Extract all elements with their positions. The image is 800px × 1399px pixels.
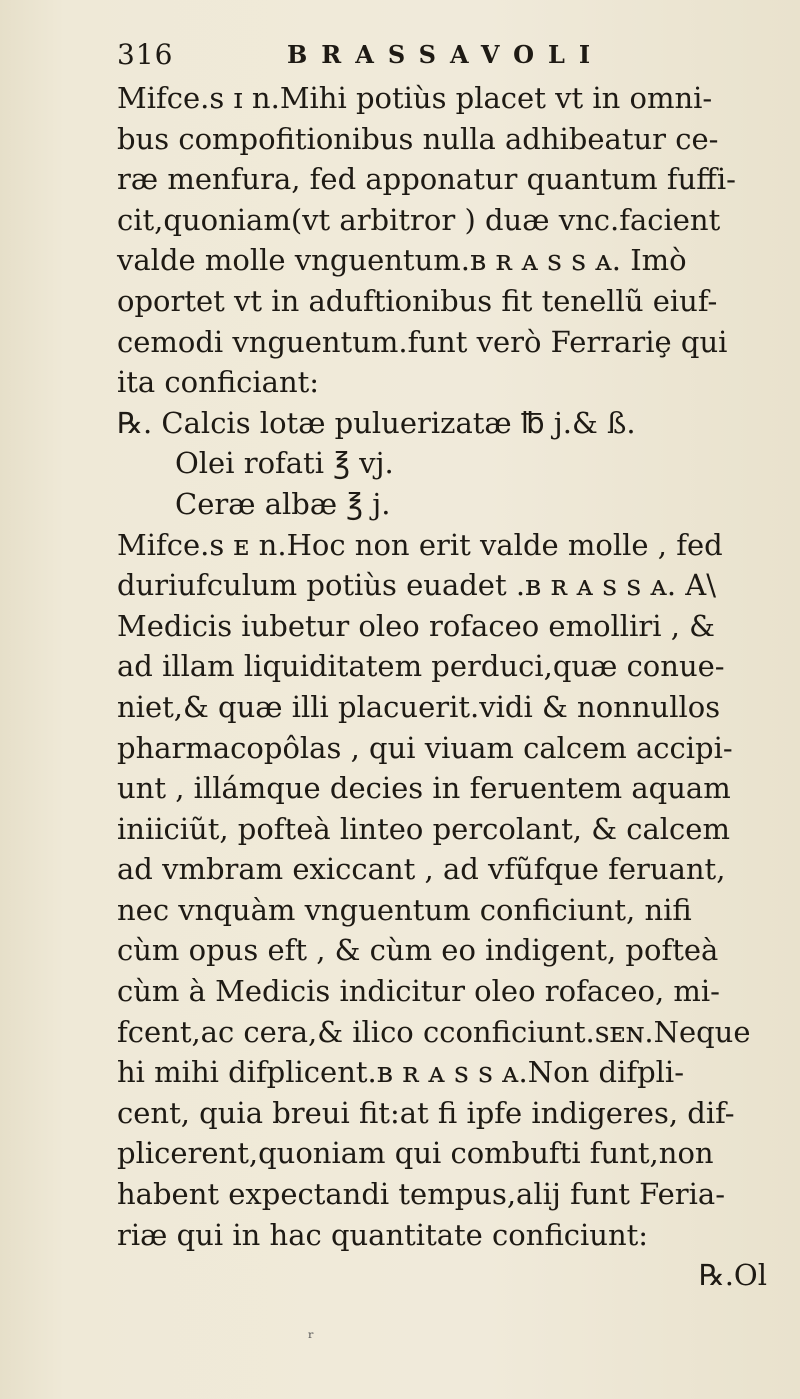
text-line: duriufculum potiùs euadet .ʙ ʀ ᴀ s s ᴀ. A\ [117, 568, 717, 603]
text-line: unt , illámque decies in feruentem aquam [117, 771, 731, 806]
text-line: Medicis iubetur oleo rofaceo emolliri , & [117, 608, 715, 643]
text-line: habent expectandi tempus,alij funt Feria- [117, 1177, 725, 1212]
text-line: cùm opus eft , & cùm eo indigent, pofteà [117, 933, 719, 968]
text-line: bus compofitionibus nulla adhibeatur ce- [117, 121, 719, 156]
text-line: fcent,ac cera,& ilico cconficiunt.sᴇɴ.Neque [117, 1014, 751, 1049]
text-line: riæ qui in hac quantitate conficiunt: [117, 1217, 649, 1252]
catchword: ℞.Ol [698, 1258, 767, 1293]
text-line: cent, quia breui fit:at fi ipfe indigeres, dif- [117, 1095, 735, 1130]
recipe-line: Ceræ albæ ℥ j. [175, 486, 391, 521]
text-line: ræ menfura, fed apponatur quantum fuffi- [117, 162, 736, 197]
text-line: Mifce.s ɪ n.Mihi potiùs placet vt in omni- [117, 81, 713, 115]
text-line: ad vmbram exiccant , ad vfũfque feruant, [117, 852, 726, 887]
text-line: Mifce.s ᴇ n.Hoc non erit valde molle , fed [117, 527, 723, 562]
body-text [117, 78, 767, 1296]
text-line: hi mihi difplicent.ʙ ʀ ᴀ s s ᴀ.Non difpli- [117, 1055, 684, 1090]
stray-mark: ʳ [308, 1328, 315, 1349]
text-line: cemodi vnguentum.funt verò Ferrariȩ qui [117, 324, 728, 359]
text-line: cit,quoniam(vt arbitror ) duæ vnc.facient [117, 202, 721, 237]
text-line: nec vnquàm vnguentum conficiunt, nifi [117, 892, 692, 927]
running-title: BRASSAVOLI [287, 40, 605, 69]
text-line: ita conficiant: [117, 365, 320, 400]
text-line: cùm à Medicis indicitur oleo rofaceo, mi- [117, 974, 720, 1009]
recipe-line: ℞. Calcis lotæ puluerizatæ ℔ j.& ß. [117, 405, 636, 440]
text-line: pharmacopôlas , qui viuam calcem accipi- [117, 730, 733, 765]
text-line: plicerent,quoniam qui combufti funt,non [117, 1136, 714, 1171]
text-line: niet,& quæ illi placuerit.vidi & nonnullos [117, 689, 721, 724]
text-line: iniiciũt, pofteà linteo percolant, & calcem [117, 811, 730, 846]
recipe-line: Olei rofati ℥ vj. [175, 446, 394, 481]
text-line: oportet vt in aduftionibus fit tenellũ eiuf- [117, 283, 718, 318]
page-number: 316 [117, 38, 174, 71]
text-line: valde molle vnguentum.ʙ ʀ ᴀ s s ᴀ. Imò [117, 243, 687, 278]
text-line: ad illam liquiditatem perduci,quæ conue- [117, 649, 725, 684]
page-header [117, 34, 757, 74]
